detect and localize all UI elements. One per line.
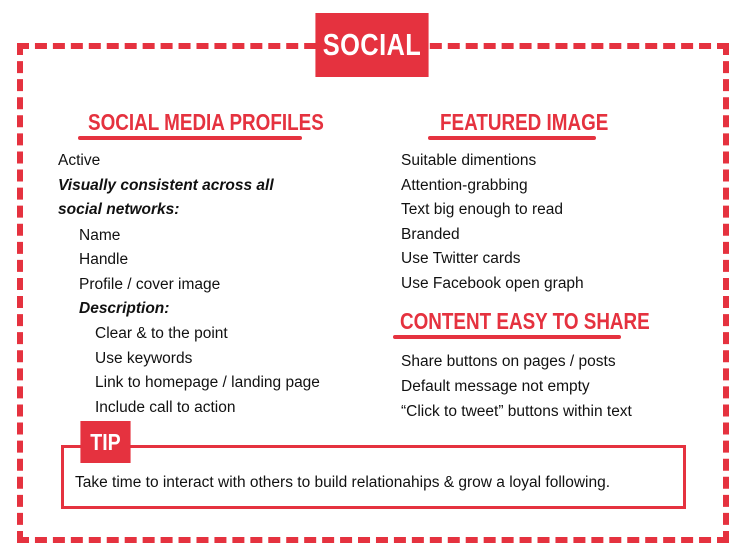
list-item: Active xyxy=(58,152,101,169)
list-item: Text big enough to read xyxy=(401,201,564,218)
tip-label: TIP xyxy=(80,421,130,463)
list-item: Clear & to the point xyxy=(95,325,228,342)
list-item: Use keywords xyxy=(95,350,193,367)
list-item: Share buttons on pages / posts xyxy=(401,353,616,370)
heading-underline xyxy=(78,136,302,140)
list-item: Description: xyxy=(79,300,170,317)
heading-underline xyxy=(393,335,621,339)
tip-text: Take time to interact with others to build relationahips & grow a loyal following. xyxy=(75,474,611,491)
list-item: Profile / cover image xyxy=(79,276,221,293)
heading-content-easy-to-share: CONTENT EASY TO SHARE xyxy=(400,308,650,334)
list-item: Visually consistent across all xyxy=(58,177,274,194)
list-item: social networks: xyxy=(58,201,180,218)
list-item: Include call to action xyxy=(95,399,236,416)
heading-underline xyxy=(428,136,596,140)
list-item: Attention-grabbing xyxy=(401,177,528,194)
list-item: Branded xyxy=(401,226,460,243)
list-item: Use Facebook open graph xyxy=(401,275,584,292)
list-item: Use Twitter cards xyxy=(401,250,521,267)
list-item: Name xyxy=(79,227,121,244)
page-title: SOCIAL xyxy=(315,13,428,77)
list-item: Default message not empty xyxy=(401,378,590,395)
list-item: Handle xyxy=(79,251,129,268)
list-item: “Click to tweet” buttons within text xyxy=(401,403,632,420)
heading-featured-image: FEATURED IMAGE xyxy=(440,109,609,135)
list-item: Link to homepage / landing page xyxy=(95,374,320,391)
heading-social-media-profiles: SOCIAL MEDIA PROFILES xyxy=(88,109,324,135)
list-item: Suitable dimentions xyxy=(401,152,537,169)
